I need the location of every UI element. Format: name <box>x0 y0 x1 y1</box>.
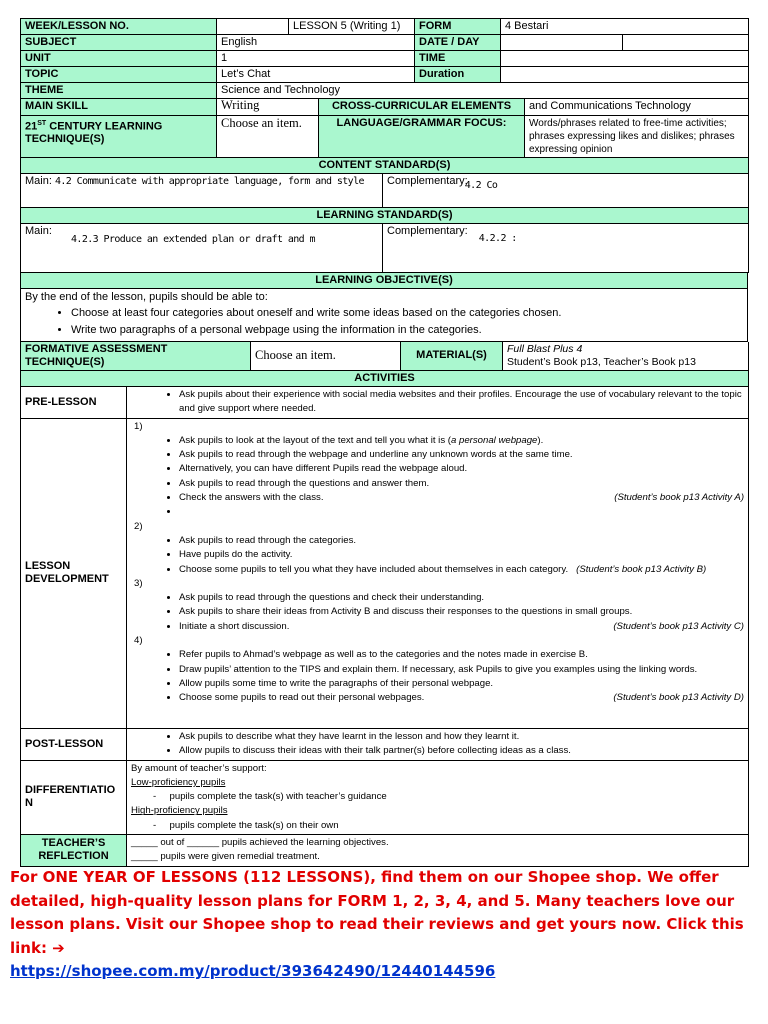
differentiation-intro: By amount of teacher’s support: <box>131 762 267 774</box>
content-main-label: Main: <box>25 174 52 187</box>
subject-value: English <box>217 35 415 51</box>
step-3-number: 3) <box>134 577 143 589</box>
learning-comp-value: 4.2.2 : <box>478 232 517 244</box>
content-comp-value: 4.2 Co <box>464 179 498 191</box>
differentiation-label: DIFFERENTIATION <box>21 760 127 834</box>
low-proficiency-item: - pupils complete the task(s) with teacher’s guidance <box>153 791 387 803</box>
shopee-link[interactable]: https://shopee.com.my/product/393642490/12440144596 <box>10 962 496 981</box>
learning-standard-complementary <box>383 223 749 272</box>
content-standard-main <box>21 173 383 207</box>
subject-label: SUBJECT <box>21 35 217 51</box>
step-2-list <box>131 534 744 577</box>
objective-intro: By the end of the lesson, pupils should be able to: <box>25 290 268 303</box>
pre-lesson-body <box>127 387 749 419</box>
topic-value: Let’s Chat <box>217 67 415 83</box>
differentiation-body <box>127 760 749 834</box>
high-proficiency-item: - pupils complete the task(s) on their own <box>153 819 339 831</box>
step-4-item: • Draw pupils’ attention to the TIPS and explain them. If necessary, ask Pupils to give you examples using the linking words. <box>179 663 744 677</box>
form-value: 4 Bestari <box>501 19 749 35</box>
teacher-reflection-label: TEACHER’S REFLECTION <box>21 835 127 867</box>
high-proficiency-label: High-proficiency pupils <box>131 805 228 817</box>
step-1-empty-item <box>179 505 744 519</box>
step-4-item: • Refer pupils to Ahmad’s webpage as well as to the categories and the notes made in exercise B. <box>179 648 744 662</box>
step-2-item: • Have pupils do the activity. <box>179 548 744 562</box>
assessment-dropdown[interactable]: Choose an item. <box>251 342 401 371</box>
step-2-number: 2) <box>134 520 143 532</box>
week-label: WEEK/LESSON NO. <box>21 19 217 35</box>
duration-value <box>501 67 749 83</box>
activity-d-reference: (Student’s book p13 Activity D) <box>613 692 745 704</box>
learning-standard-table <box>20 208 749 273</box>
lesson-development-label: LESSON DEVELOPMENT <box>21 418 127 728</box>
step-4-item: • Choose some pupils to read out their personal webpages. (Student’s book p13 Activity D) <box>179 691 744 705</box>
step-3-list <box>131 591 744 634</box>
step-1-number: 1) <box>134 420 143 432</box>
post-lesson-item: • Ask pupils to describe what they have learnt in the lesson and how they learnt it. <box>179 730 744 744</box>
main-skill-value: Writing <box>217 99 319 115</box>
objective-item: • Write two paragraphs of a personal webpage using the information in the categories. <box>71 322 743 339</box>
header-table <box>20 18 749 99</box>
lesson-value: LESSON 5 (Writing 1) <box>289 19 415 35</box>
activities-table <box>20 371 749 867</box>
grammar-focus-value: Words/phrases related to free-time activities; phrases expressing likes and dislikes; phrases expressing opinion <box>525 115 749 157</box>
material-label: MATERIAL(S) <box>401 342 503 371</box>
step-1-item: • Ask pupils to look at the layout of the text and tell you what it is (a personal webpage). <box>179 434 744 448</box>
date-label: DATE / DAY <box>415 35 501 51</box>
learning-main-label: Main: <box>25 224 52 237</box>
post-lesson-item: • Allow pupils to discuss their ideas with their talk partner(s) before collecting ideas as a class. <box>179 744 744 758</box>
material-pages: Student’s Book p13, Teacher’s Book p13 <box>507 355 696 368</box>
step-3-item: • Ask pupils to read through the questions and check their understanding. <box>179 591 744 605</box>
cross-curricular-label: CROSS-CURRICULAR ELEMENTS <box>319 99 525 115</box>
step-3-item: • Ask pupils to share their ideas from Activity B and discuss their responses to the questions in small groups. <box>179 605 744 619</box>
lesson-plan-sheet <box>20 18 748 867</box>
post-lesson-body <box>127 728 749 760</box>
step-2-item: • Ask pupils to read through the categories. <box>179 534 744 548</box>
topic-label: TOPIC <box>21 67 217 83</box>
time-label: TIME <box>415 51 501 67</box>
grammar-focus-label: LANGUAGE/GRAMMAR FOCUS: <box>319 115 525 157</box>
day-value <box>623 35 749 51</box>
cross-curricular-value: and Communications Technology <box>525 99 749 115</box>
step-1-item: • Check the answers with the class. (Student’s book p13 Activity A) <box>179 491 744 505</box>
material-book: Full Blast Plus 4 <box>507 342 583 355</box>
theme-value: Science and Technology <box>217 83 749 99</box>
objective-body <box>21 288 748 341</box>
theme-label: THEME <box>21 83 217 99</box>
step-2-item: • Choose some pupils to tell you what they have included about themselves in each category. (Student’s book p13 Activity B) <box>179 563 744 577</box>
reflection-line-2: _____ pupils were given remedial treatment. <box>131 851 320 863</box>
step-1-list <box>131 434 744 520</box>
objective-item: • Choose at least four categories about oneself and write some ideas based on the categories chosen. <box>71 305 743 322</box>
activities-title: ACTIVITIES <box>21 371 749 387</box>
material-value <box>503 342 749 371</box>
post-lesson-label: POST-LESSON <box>21 728 127 760</box>
activity-a-reference: (Student’s book p13 Activity A) <box>614 492 745 504</box>
step-4-number: 4) <box>134 635 143 647</box>
content-comp-label: Complementary: <box>387 174 468 187</box>
reflection-line-1: _____ out of ______ pupils achieved the learning objectives. <box>131 837 389 849</box>
step-1-item: • Alternatively, you can have different Pupils read the webpage aloud. <box>179 462 744 476</box>
objective-list <box>25 305 743 339</box>
step-4-item: • Allow pupils some time to write the paragraphs of their personal webpage. <box>179 677 744 691</box>
learning-comp-label: Complementary: <box>387 224 468 237</box>
week-value <box>217 19 289 35</box>
step-1-item: • Ask pupils to read through the webpage and underline any unknown words at the same time. <box>179 448 744 462</box>
teacher-reflection-body <box>127 835 749 867</box>
content-main-value: 4.2 Communicate with appropriate language, form and style <box>54 175 364 187</box>
century-learning-label: 21ST CENTURY LEARNING TECHNIQUE(S) <box>21 115 217 157</box>
form-label: FORM <box>415 19 501 35</box>
date-value <box>501 35 623 51</box>
pre-lesson-item: • Ask pupils about their experience with social media websites and their profiles. Encourage the use of vocabulary relevant to the topic and give support where needed. <box>179 388 744 417</box>
duration-label: Duration <box>415 67 501 83</box>
content-standard-complementary <box>383 173 749 207</box>
objective-title: LEARNING OBJECTIVE(S) <box>21 273 748 289</box>
assessment-table <box>20 342 749 372</box>
pre-lesson-label: PRE-LESSON <box>21 387 127 419</box>
learning-standard-main <box>21 223 383 272</box>
step-4-list <box>131 648 744 705</box>
activity-b-reference: (Student’s book p13 Activity B) <box>576 563 707 575</box>
century-learning-dropdown[interactable]: Choose an item. <box>217 115 319 157</box>
time-value <box>501 51 749 67</box>
skill-table <box>20 99 749 158</box>
learning-standard-title: LEARNING STANDARD(S) <box>21 208 749 224</box>
content-standard-table <box>20 158 749 208</box>
main-skill-label: MAIN SKILL <box>21 99 217 115</box>
promo-text: For ONE YEAR OF LESSONS (112 LESSONS), find them on our Shopee shop. We offer detailed, high-quality lesson plans for FORM 1, 2, 3, 4, and 5. Many teachers love our lesson plans. Visit our Shopee shop to read their reviews and get yours now. Click this link: ➔ <box>10 868 744 957</box>
assessment-label: FORMATIVE ASSESSMENT TECHNIQUE(S) <box>21 342 251 371</box>
lesson-development-body <box>127 418 749 728</box>
activity-c-reference: (Student’s book p13 Activity C) <box>613 620 745 632</box>
unit-label: UNIT <box>21 51 217 67</box>
step-1-item: • Ask pupils to read through the questions and answer them. <box>179 477 744 491</box>
unit-value: 1 <box>217 51 415 67</box>
learning-main-value: 4.2.3 Produce an extended plan or draft and m <box>71 233 315 245</box>
objective-table <box>20 273 748 342</box>
shopee-promo <box>10 866 750 984</box>
content-standard-title: CONTENT STANDARD(S) <box>21 158 749 174</box>
step-3-item: • Initiate a short discussion. (Student’s book p13 Activity C) <box>179 620 744 634</box>
low-proficiency-label: Low-proficiency pupils <box>131 776 226 788</box>
